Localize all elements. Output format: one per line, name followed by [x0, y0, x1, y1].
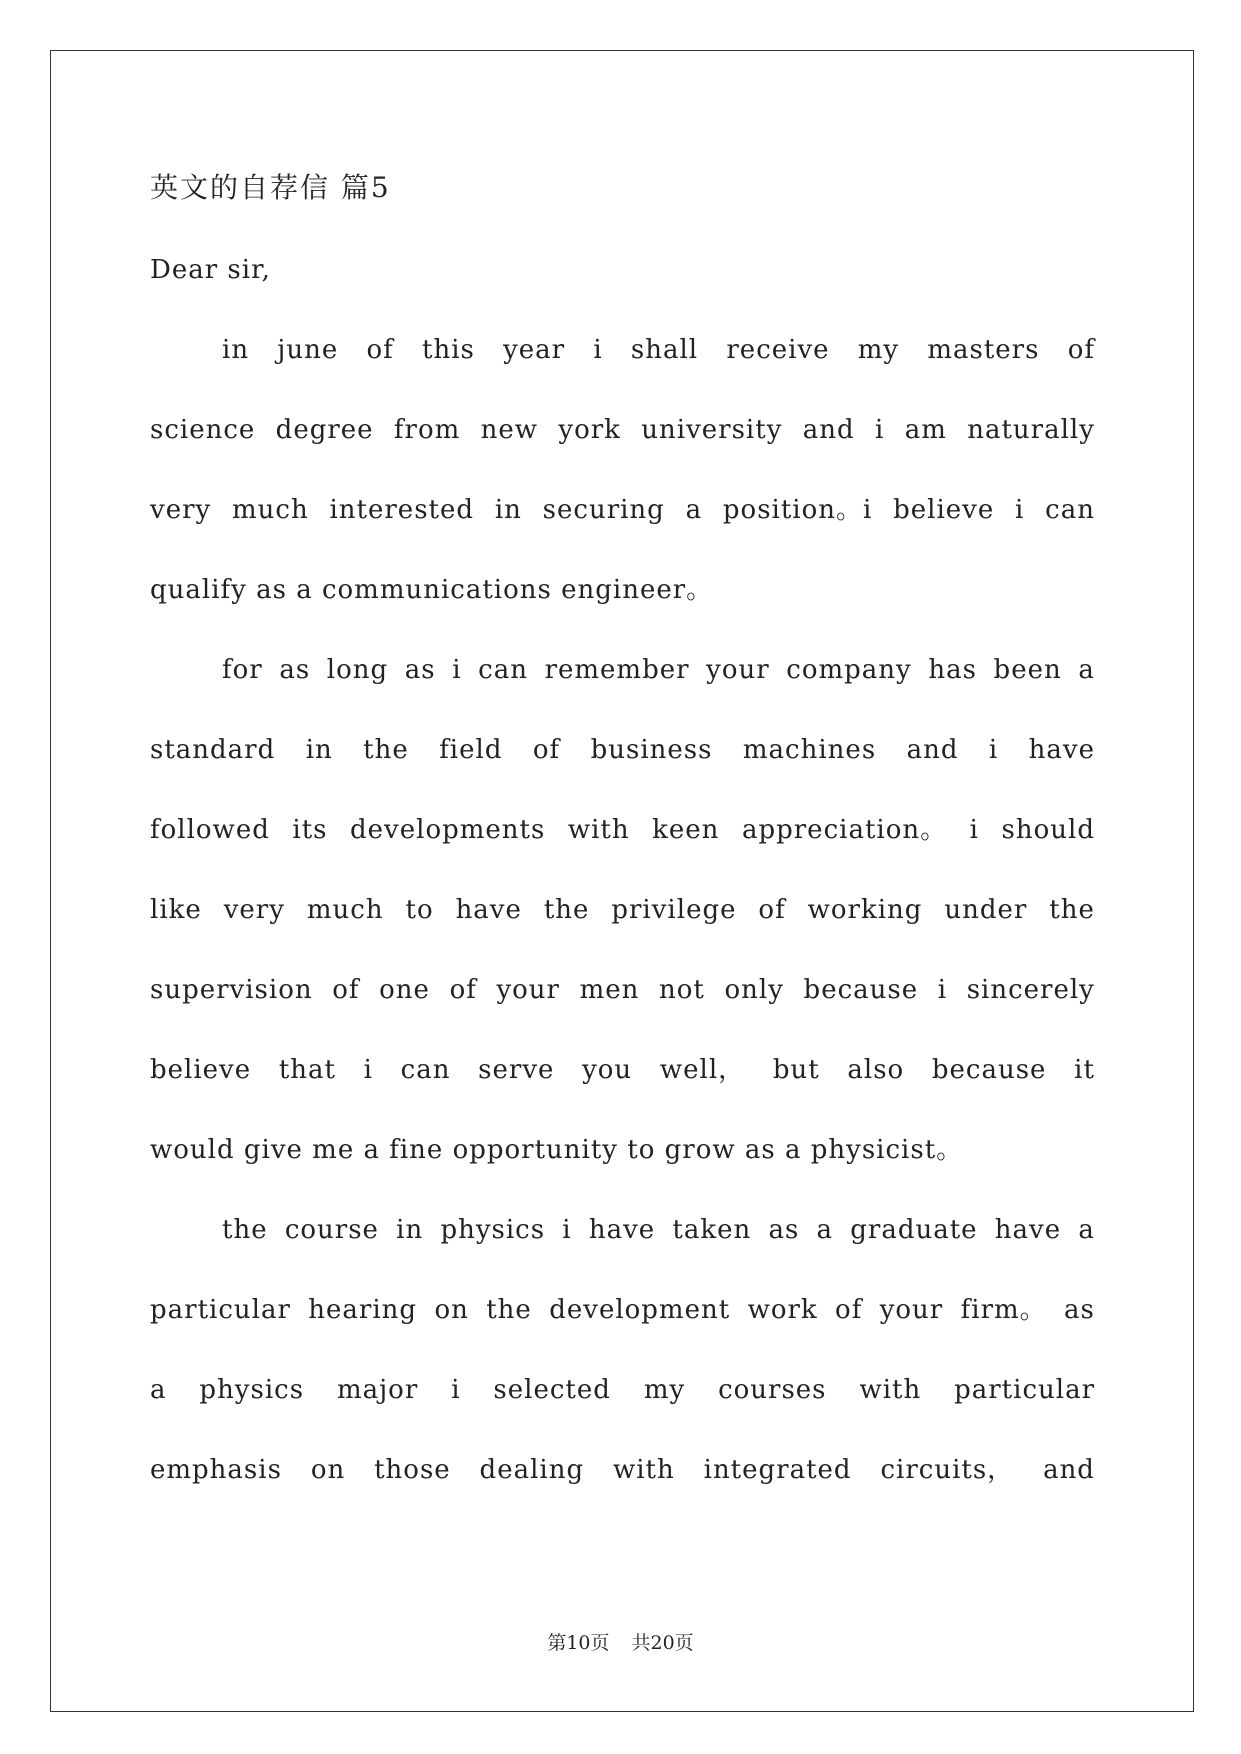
word: in: [305, 735, 333, 765]
word: in: [222, 335, 250, 365]
word: because: [803, 975, 919, 1005]
word: year: [503, 335, 566, 365]
text-line: [150, 1290, 1095, 1330]
word: courses: [718, 1375, 827, 1405]
word: dealing: [479, 1455, 585, 1485]
word: my: [643, 1375, 686, 1405]
word: of: [532, 735, 561, 765]
word: one: [379, 975, 430, 1005]
word: position。i: [722, 495, 873, 525]
word: i: [363, 1055, 373, 1085]
word: long: [326, 655, 389, 685]
word: am: [904, 415, 947, 445]
word: a: [816, 1215, 834, 1245]
word: masters: [927, 335, 1040, 365]
word: have: [994, 1215, 1062, 1245]
word: been: [993, 655, 1062, 685]
word: physics: [440, 1215, 546, 1245]
word: under: [944, 895, 1028, 925]
word: the: [1049, 895, 1095, 925]
word: but: [772, 1055, 820, 1085]
word: can: [1045, 495, 1095, 525]
text-line: [150, 490, 1095, 530]
text-line: [222, 650, 1095, 690]
word: your: [496, 975, 560, 1005]
word: well，: [659, 1055, 746, 1085]
word: men: [579, 975, 640, 1005]
word: believe: [150, 1055, 252, 1085]
word: degree: [275, 415, 374, 445]
word: a: [1078, 655, 1095, 685]
word: interested: [329, 495, 475, 525]
word: have: [588, 1215, 656, 1245]
salutation: Dear sir,: [150, 255, 271, 285]
word: supervision: [150, 975, 313, 1005]
word: physics: [199, 1375, 305, 1405]
word: i: [562, 1215, 572, 1245]
word: a: [150, 1375, 167, 1405]
word: on: [434, 1295, 469, 1325]
word: your: [706, 655, 770, 685]
word: as: [768, 1215, 800, 1245]
word: as: [404, 655, 436, 685]
word: of: [366, 335, 394, 365]
word: of: [835, 1295, 863, 1325]
text-line: [150, 1370, 1095, 1410]
word: very: [150, 495, 212, 525]
word: of: [1067, 335, 1095, 365]
word: taken: [672, 1215, 752, 1245]
text-line: [150, 1050, 1095, 1090]
word: i: [1015, 495, 1025, 525]
word: emphasis: [150, 1455, 282, 1485]
word: and: [802, 415, 855, 445]
word: i: [875, 415, 885, 445]
text-line: [150, 970, 1095, 1010]
word: should: [1001, 815, 1095, 845]
text-line: [222, 1210, 1095, 1250]
document-title: 英文的自荐信 篇5: [150, 171, 391, 204]
word: those: [374, 1455, 451, 1485]
word: with: [612, 1455, 675, 1485]
word: have: [455, 895, 522, 925]
word: from: [393, 415, 461, 445]
text-line: [150, 890, 1095, 930]
word: that: [278, 1055, 336, 1085]
text-line: [150, 730, 1095, 770]
word: shall: [630, 335, 699, 365]
word: with: [567, 815, 630, 845]
word: receive: [726, 335, 830, 365]
word: field: [439, 735, 503, 765]
text-line: [150, 810, 1095, 850]
word: selected: [493, 1375, 611, 1405]
word: believe: [893, 495, 995, 525]
word: a: [1078, 1215, 1095, 1245]
word: the: [363, 735, 409, 765]
word: can: [400, 1055, 451, 1085]
word: standard: [150, 735, 276, 765]
word: science: [150, 415, 256, 445]
page-footer: [0, 1630, 1241, 1656]
word: the: [486, 1295, 532, 1325]
word: particular: [150, 1295, 291, 1325]
text-line: [222, 330, 1095, 370]
word: you: [582, 1055, 633, 1085]
word: on: [310, 1455, 346, 1485]
word: keen: [652, 815, 720, 845]
word: very: [223, 895, 285, 925]
word: like: [150, 895, 202, 925]
word: graduate: [850, 1215, 978, 1245]
word: also: [847, 1055, 905, 1085]
text-line: [150, 410, 1095, 450]
word: developments: [350, 815, 546, 845]
word: remember: [544, 655, 690, 685]
word: naturally: [967, 415, 1095, 445]
word: particular: [954, 1375, 1095, 1405]
word: june: [277, 335, 339, 365]
word: development: [549, 1295, 731, 1325]
word: serve: [478, 1055, 555, 1085]
word: i: [937, 975, 948, 1005]
word: sincerely: [966, 975, 1095, 1005]
word: have: [1028, 735, 1095, 765]
word: privilege: [611, 895, 737, 925]
word: machines: [742, 735, 877, 765]
word: course: [284, 1215, 379, 1245]
word: business: [590, 735, 713, 765]
word: not: [659, 975, 705, 1005]
word: your: [879, 1295, 944, 1325]
word: a: [685, 495, 703, 525]
word: as: [1064, 1295, 1095, 1325]
word: new: [480, 415, 539, 445]
word: as: [279, 655, 311, 685]
word: much: [231, 495, 309, 525]
word: much: [306, 895, 384, 925]
text-line: would give me a fine opportunity to grow as a physicist。: [150, 1135, 964, 1165]
word: this: [422, 335, 475, 365]
word: only: [724, 975, 784, 1005]
word: circuits，: [880, 1455, 1015, 1485]
text-line: qualify as a communications engineer。: [150, 575, 714, 605]
word: university: [641, 415, 783, 445]
word: securing: [542, 495, 665, 525]
word: for: [222, 655, 263, 685]
page-number: 第10页: [547, 1632, 610, 1654]
word: my: [857, 335, 900, 365]
text-line: [150, 1450, 1095, 1490]
word: and: [1043, 1455, 1095, 1485]
word: it: [1074, 1055, 1095, 1085]
word: in: [494, 495, 522, 525]
word: with: [859, 1375, 922, 1405]
word: can: [478, 655, 528, 685]
word: the: [222, 1215, 268, 1245]
word: has: [928, 655, 977, 685]
word: i: [988, 735, 999, 765]
word: appreciation。: [741, 815, 948, 845]
word: and: [906, 735, 959, 765]
word: i: [451, 1375, 461, 1405]
word: integrated: [703, 1455, 852, 1485]
word: the: [543, 895, 590, 925]
word: major: [336, 1375, 419, 1405]
word: to: [405, 895, 434, 925]
word: hearing: [308, 1295, 418, 1325]
word: followed: [150, 815, 270, 845]
word: because: [931, 1055, 1047, 1085]
page-total: 共20页: [631, 1632, 694, 1654]
word: working: [807, 895, 923, 925]
word: work: [747, 1295, 818, 1325]
word: i: [452, 655, 462, 685]
word: of: [332, 975, 360, 1005]
word: i: [593, 335, 603, 365]
word: firm。: [960, 1295, 1047, 1325]
word: in: [396, 1215, 424, 1245]
word: company: [786, 655, 912, 685]
word: its: [292, 815, 328, 845]
word: of: [758, 895, 786, 925]
word: i: [969, 815, 979, 845]
word: of: [449, 975, 477, 1005]
word: york: [558, 415, 621, 445]
